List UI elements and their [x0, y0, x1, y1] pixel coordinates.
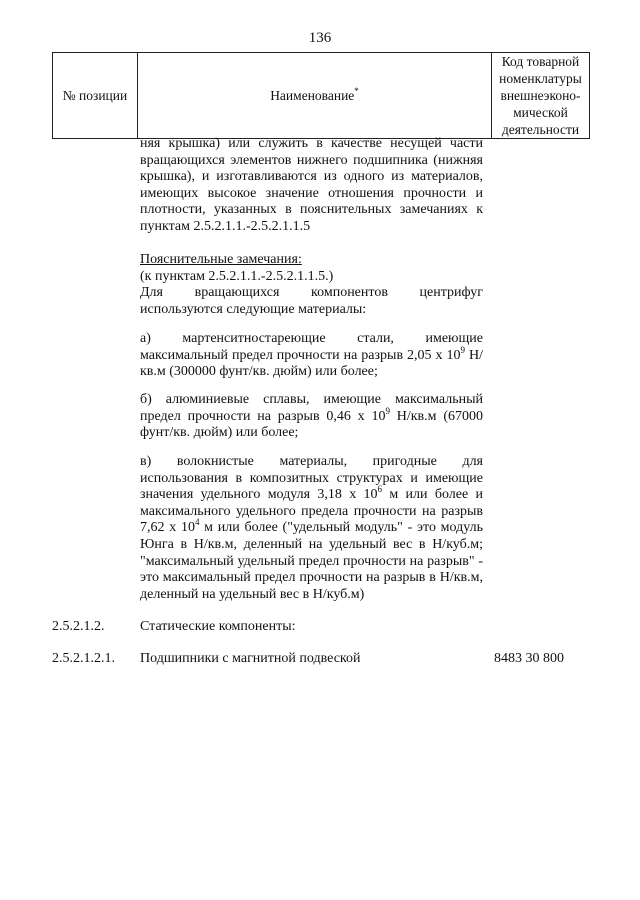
- note-item-c-exponent-1: 6: [377, 484, 383, 495]
- row-code: 8483 30 800: [494, 651, 564, 666]
- note-item-c-part3: м или более ("удельный модуль" - это модуль Юнга в Н/кв.м, деленный на удельный вес в Н/куб.м; "максимальный удельный предел прочности на разрыв" - это максимальный предел прочности на разрыв в Н/кв.м, деленный на удельный вес в Н/куб.м): [140, 520, 484, 602]
- header-code: Код товарной номенклатуры внешнеэконо-мической деятельности: [492, 53, 590, 139]
- table-header: [52, 52, 590, 139]
- row-name: Подшипники с магнитной подвеской: [140, 651, 361, 666]
- note-item-b: [140, 392, 483, 442]
- note-item-c-part1: в) волокнистые материалы, пригодные для использования в композитных структурах и имеющие значения удельного модуля 3,18 х 10: [140, 454, 483, 503]
- note-item-c-part2: м или более и максимального удельного предела прочности на разрыв 7,62 х 10: [140, 487, 483, 536]
- note-item-a: [140, 331, 483, 381]
- header-position: № позиции: [53, 53, 138, 139]
- note-item-b-part2: Н/кв.м (67000 фунт/кв. дюйм) или более;: [140, 408, 483, 441]
- row-name: Статические компоненты:: [140, 619, 296, 634]
- notes-heading: Пояснительные замечания:: [140, 252, 302, 267]
- note-item-a-part2: Н/кв.м (300000 фунт/кв. дюйм) или более;: [140, 347, 483, 380]
- note-item-c-exponent-2: 4: [194, 517, 200, 528]
- note-item-b-part1: б) алюминиевые сплавы, имеющие максимальный предел прочности на разрыв 0,46 х 10: [140, 392, 483, 424]
- note-item-a-part1: а) мартенситностареющие стали, имеющие максимальный предел прочности на разрыв 2,05 х 10: [140, 331, 483, 363]
- continued-text: [140, 136, 483, 236]
- row-position: 2.5.2.1.2.1.: [52, 651, 115, 666]
- note-item-b-text: [140, 392, 483, 442]
- header-name-footnote-mark: *: [354, 86, 359, 96]
- notes-reference: (к пунктам 2.5.2.1.1.-2.5.2.1.1.5.): [140, 268, 334, 284]
- note-item-a-exponent: 9: [460, 344, 466, 355]
- row-position: 2.5.2.1.2.: [52, 619, 105, 634]
- note-item-b-exponent: 9: [385, 405, 390, 416]
- note-item-a-text: [140, 331, 483, 381]
- notes-block: [140, 252, 483, 318]
- note-item-c-text: [140, 454, 483, 603]
- page-number: 136: [308, 30, 332, 46]
- notes-intro: Для вращающихся компонентов центрифуг используются следующие материалы:: [140, 285, 483, 317]
- continued-paragraph: няя крышка) или служить в качестве несущей части вращающихся элементов нижнего подшипника (нижняя крышка), и изготавливаются из одного из материалов, имеющих высокое значение отношения прочности и плотности, указанных в пояснительных замечаниях к пунктам 2.5.2.1.1.-2.5.2.1.1.5: [140, 136, 483, 234]
- header-name-label: Наименование: [270, 88, 355, 103]
- header-name: [138, 53, 492, 139]
- note-item-c: [140, 454, 483, 603]
